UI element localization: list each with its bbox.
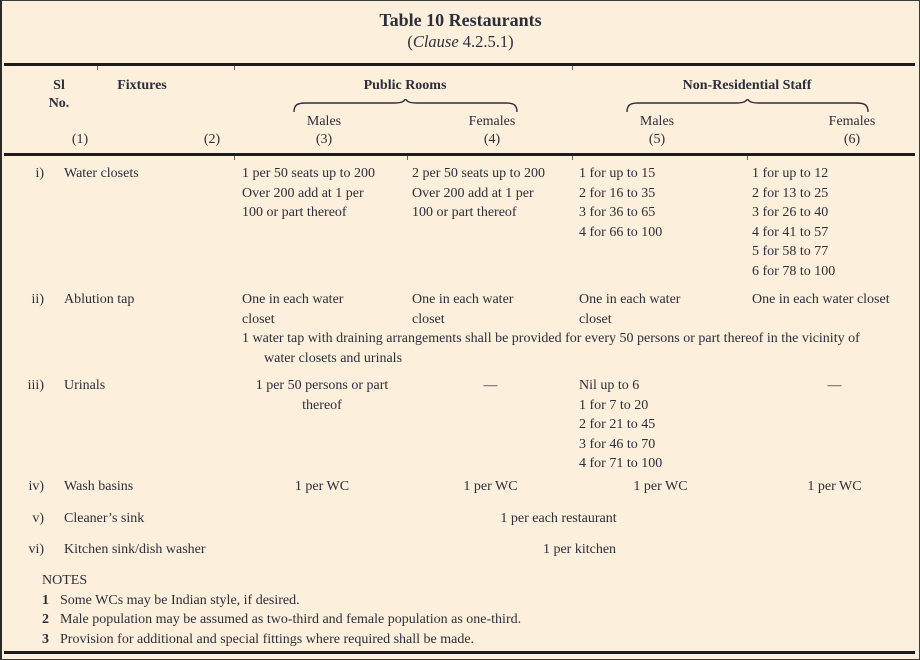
column-number-1: (1): [71, 132, 89, 147]
table-title-block: [2, 10, 919, 52]
header-sl: Sl: [53, 78, 65, 93]
table-row: [2, 509, 920, 529]
notes-heading: NOTES: [42, 573, 88, 588]
note-number: 1: [42, 592, 49, 608]
row-number: v): [32, 511, 44, 526]
cell-staff-males: 1 per WC: [633, 478, 688, 494]
table-body: [2, 156, 920, 649]
cell-public-females-dash: —: [483, 378, 498, 393]
subheader-females-6: Females: [828, 114, 876, 129]
overbrace-public-rooms-icon: [292, 99, 519, 112]
table-row: [2, 477, 920, 497]
header-no: No.: [48, 96, 70, 111]
table-row: [2, 376, 920, 474]
note-item: [42, 591, 920, 611]
clause-rest: 4.2.5.1): [458, 32, 514, 51]
note-item: [42, 630, 920, 650]
header-public-rooms: Public Rooms: [363, 78, 447, 93]
table-clause: [2, 31, 919, 52]
column-number-3: (3): [315, 132, 333, 147]
cell-staff-males: One in each water closet: [579, 292, 681, 327]
clause-open: (: [407, 32, 413, 51]
header-non-residential-staff: Non-Residential Staff: [682, 78, 812, 93]
subheader-males-5: Males: [639, 114, 675, 129]
cell-span-all: 1 per each restaurant: [500, 511, 617, 526]
column-number-5: (5): [648, 132, 666, 147]
cell-public-females: 1 per WC: [463, 478, 518, 494]
column-number-4: (4): [483, 132, 501, 147]
fixture-name: Urinals: [64, 378, 106, 393]
note-item: [42, 610, 920, 630]
note-number: 2: [42, 612, 49, 627]
ablution-span-note: 1 water tap with draining arrangements shall be provided for every 50 persons or part thereof in the vicinity of water closets and urinals: [242, 331, 860, 366]
cell-staff-females: One in each water closet: [752, 292, 890, 307]
note-number: 3: [42, 631, 49, 647]
cell-staff-males: Nil up to 6 1 for 7 to 20 2 for 21 to 45 3 for 46 to 70 4 for 71 to 100: [579, 378, 663, 471]
cell-public-females: One in each water closet: [412, 292, 514, 327]
cell-staff-males: 1 for up to 15 2 for 16 to 35 3 for 36 to 65 4 for 66 to 100: [579, 166, 663, 240]
table-row: [2, 540, 920, 560]
fixture-name: Wash basins: [64, 478, 134, 494]
notes-section: [2, 571, 920, 649]
note-text: Provision for additional and special fittings where required shall be made.: [60, 631, 475, 647]
table-title: Table 10 Restaurants: [379, 10, 542, 30]
cell-public-males: 1 per 50 persons or part thereof: [255, 378, 389, 413]
row-number: iii): [27, 378, 44, 393]
bottom-rule: [4, 651, 915, 654]
row-number: iv): [28, 478, 44, 494]
cell-staff-females: 1 for up to 12 2 for 13 to 25 3 for 26 to 40 4 for 41 to 57 5 for 58 to 77 6 for 78 to 100: [752, 166, 836, 279]
table-row: [2, 164, 920, 281]
cell-public-males: 1 per WC: [294, 478, 350, 494]
cell-public-males: One in each water closet: [242, 292, 344, 327]
fixture-name: Ablution tap: [64, 292, 135, 307]
header-fixtures: Fixtures: [117, 78, 167, 93]
note-text: Male population may be assumed as two-third and female population as one-third.: [60, 612, 522, 627]
table-row: [2, 290, 920, 329]
cell-public-females: 2 per 50 seats up to 200 Over 200 add at 1 per 100 or part thereof: [412, 166, 545, 220]
column-number-6: (6): [843, 132, 861, 147]
cell-public-males: 1 per 50 seats up to 200 Over 200 add at 1 per 100 or part thereof: [242, 166, 375, 220]
row-number: vi): [28, 541, 44, 557]
overbrace-staff-icon: [625, 99, 870, 112]
column-number-2: (2): [203, 132, 221, 147]
fixture-name: Cleaner’s sink: [64, 511, 145, 526]
fixture-name: Water closets: [64, 166, 139, 181]
clause-word: Clause: [412, 32, 459, 51]
cell-span-all: 1 per kitchen: [542, 541, 617, 557]
table-row-group: [2, 290, 920, 368]
subheader-females-4: Females: [468, 114, 516, 129]
fixture-name: Kitchen sink/dish washer: [64, 541, 206, 557]
cell-staff-females-dash: —: [827, 378, 842, 393]
table-header: [2, 66, 920, 153]
row-number: i): [35, 166, 44, 181]
cell-staff-females: 1 per WC: [807, 478, 862, 494]
note-text: Some WCs may be Indian style, if desired.: [60, 592, 300, 608]
row-number: ii): [31, 292, 44, 307]
subheader-males-3: Males: [306, 114, 342, 129]
